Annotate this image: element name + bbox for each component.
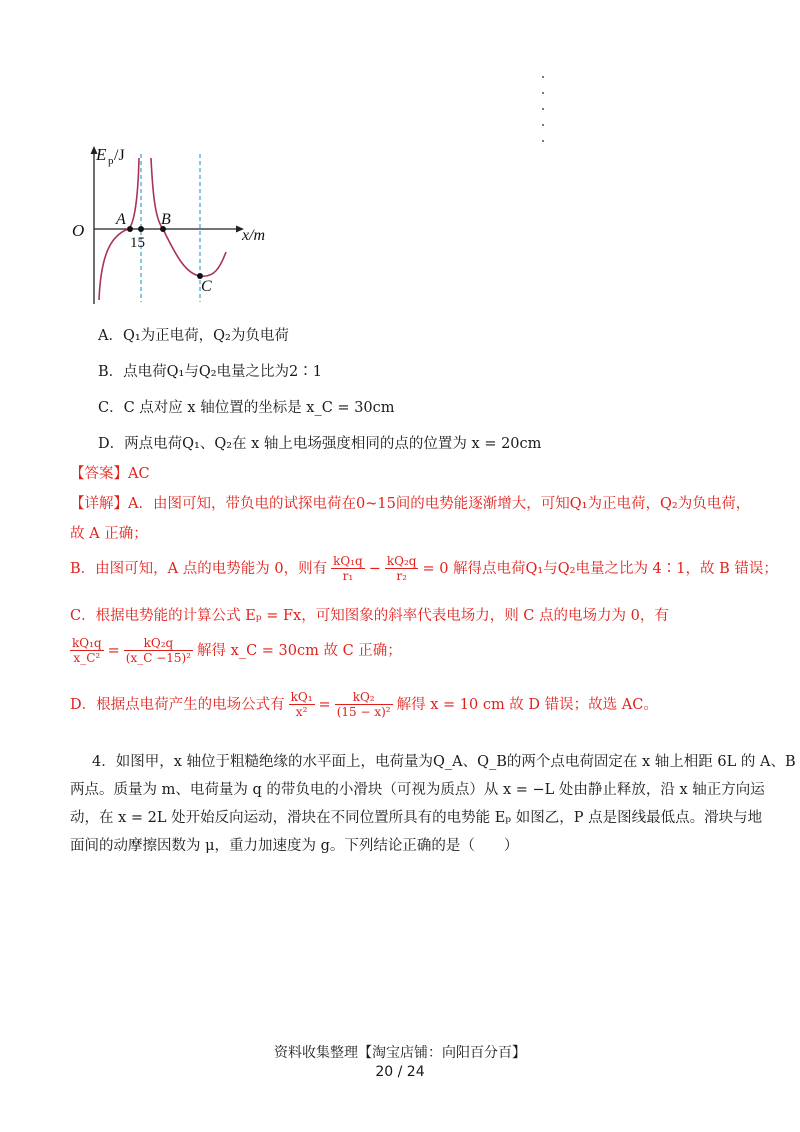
- fraction-b1-den: r₁: [342, 569, 354, 583]
- detail-b-suffix: = 0 解得点电荷Q₁与Q₂电量之比为 4∶1，故 B 错误；: [422, 560, 778, 577]
- point-b-label: B: [161, 211, 171, 228]
- option-c: C．C 点对应 x 轴位置的坐标是 x_C = 30cm: [98, 400, 395, 416]
- fraction-b1: [331, 554, 365, 583]
- fraction-c1: [70, 636, 104, 665]
- x-axis-label: x/m: [242, 227, 266, 244]
- decorative-dots: [542, 76, 544, 156]
- fraction-b2: [385, 554, 419, 583]
- detail-c-line-1: C．根据电势能的计算公式 Eₚ = Fx，可知图象的斜率代表电场力，则 C 点的电场力为 0，有: [70, 608, 669, 624]
- fraction-c2-den: (x_C −15)²: [125, 651, 192, 665]
- fraction-b2-num: kQ₂q: [386, 554, 417, 568]
- minus-sign: −: [368, 560, 381, 577]
- fraction-d2: [335, 690, 393, 719]
- detail-d-line: [70, 690, 658, 719]
- fraction-d1-num: kQ₁: [290, 690, 313, 704]
- option-a: A．Q₁为正电荷，Q₂为负电荷: [98, 328, 289, 344]
- point-c-label: C: [201, 278, 212, 295]
- potential-energy-graph: [68, 140, 308, 310]
- fraction-b2-den: r₂: [396, 569, 407, 583]
- answer-label: 【答案】AC: [70, 466, 150, 482]
- detail-c-line-2: [70, 636, 402, 665]
- fraction-d1-den: x²: [295, 705, 308, 719]
- y-axis-label: E: [96, 145, 107, 164]
- option-d: D．两点电荷Q₁、Q₂在 x 轴上电场强度相同的点的位置为 x = 20cm: [98, 436, 542, 452]
- detail-d-prefix: D．根据点电荷产生的电场公式有: [70, 696, 285, 713]
- question4-line-1: 4．如图甲，x 轴位于粗糙绝缘的水平面上，电荷量为Q_A、Q_B的两个点电荷固定在 x 轴上相距 6L 的 A、B: [92, 754, 796, 770]
- graph-svg: [68, 140, 308, 310]
- point-a-dot: [127, 226, 133, 232]
- page-number: 20 / 24: [375, 1064, 425, 1080]
- fraction-d2-den: (15 − x)²: [336, 705, 391, 719]
- detail-line-1: 【详解】A．由图可知，带负电的试探电荷在0~15间的电势能逐渐增大，可知Q₁为正电荷，Q₂为负电荷，: [70, 496, 751, 512]
- point-15-dot: [138, 226, 144, 232]
- y-axis-unit: /J: [114, 147, 125, 164]
- y-axis-sub: p: [108, 155, 114, 167]
- origin-label: O: [72, 221, 85, 240]
- question4-line-3: 动，在 x = 2L 处开始反向运动，滑块在不同位置所具有的电势能 Eₚ 如图乙，P 点是图线最低点。滑块与地: [70, 810, 763, 826]
- equals-sign: =: [107, 642, 120, 659]
- question4-line-2: 两点。质量为 m、电荷量为 q 的带负电的小滑块（可视为质点）从 x = −L 处由静止释放，沿 x 轴正方向运: [70, 782, 765, 798]
- detail-d-suffix: 解得 x = 10 cm 故 D 错误；故选 AC。: [396, 696, 658, 713]
- detail-b-prefix: B．由图可知，A 点的电势能为 0，则有: [70, 560, 328, 577]
- fraction-c2: [124, 636, 193, 665]
- tick-15-label: 15: [130, 235, 145, 251]
- equals-sign: =: [318, 696, 331, 713]
- fraction-d1: [289, 690, 315, 719]
- fraction-c1-den: x_C²: [73, 651, 101, 665]
- question4-line-4: 面间的动摩擦因数为 μ，重力加速度为 g。下列结论正确的是（ ）: [70, 838, 519, 854]
- fraction-c2-num: kQ₂q: [124, 636, 193, 651]
- fraction-b1-num: kQ₁q: [333, 554, 363, 568]
- footer-source: 资料收集整理【淘宝店铺：向阳百分百】: [274, 1045, 526, 1061]
- detail-b-line: [70, 554, 778, 583]
- point-a-label: A: [116, 211, 126, 228]
- detail-c-suffix: 解得 x_C = 30cm 故 C 正确；: [197, 642, 402, 659]
- fraction-c1-num: kQ₁q: [72, 636, 102, 650]
- option-b: B．点电荷Q₁与Q₂电量之比为2∶1: [98, 364, 323, 380]
- detail-line-2: 故 A 正确；: [70, 526, 148, 542]
- fraction-d2-num: kQ₂: [335, 690, 393, 705]
